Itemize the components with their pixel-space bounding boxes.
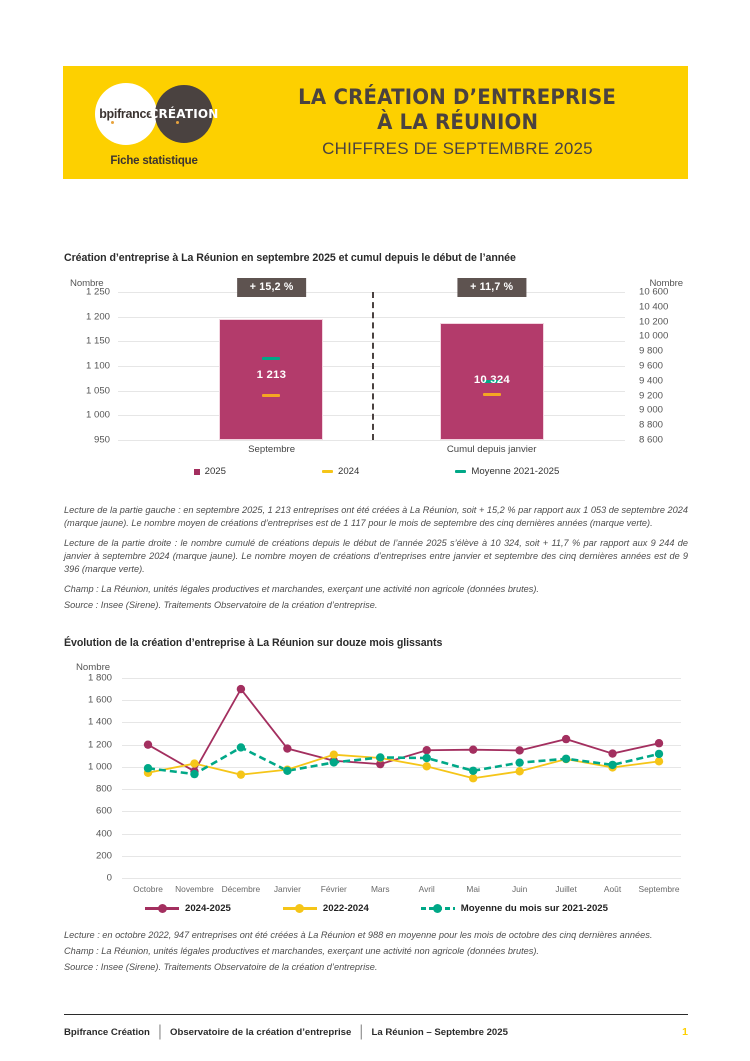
- footer-item-observatoire: Observatoire de la création d’entreprise: [170, 1026, 352, 1038]
- chart2-x-tick: Septembre: [638, 884, 680, 894]
- chart1-left-tick: 1 250: [85, 286, 110, 298]
- line-marker-icon: [145, 903, 179, 914]
- section2-notes: [64, 929, 688, 974]
- chart2-y-tick: 1 800: [87, 672, 112, 684]
- chart2-point[interactable]: [423, 754, 431, 762]
- chart2-legend-label-2024-2025: 2024-2025: [185, 903, 231, 914]
- chart2-x-tick: Décembre: [221, 884, 261, 894]
- chart2-point[interactable]: [655, 757, 663, 765]
- chart2-legend: [64, 903, 689, 914]
- chart2-x-tick: Octobre: [133, 884, 163, 894]
- chart2-x-tick: Février: [320, 884, 347, 894]
- chart1-legend-item-2024[interactable]: [322, 466, 359, 477]
- chart2-point[interactable]: [330, 750, 338, 758]
- chart2-point[interactable]: [655, 739, 663, 747]
- chart1-right-tick: 9 800: [639, 345, 664, 357]
- chart1-right-tick: 9 400: [639, 375, 664, 387]
- chart1-left-tick: 1 150: [85, 335, 110, 347]
- creation-logo-label: CRÉATION: [149, 106, 219, 121]
- chart2-point[interactable]: [469, 745, 477, 753]
- chart1-left-tick: 1 100: [85, 360, 110, 372]
- chart2-series-svg: [122, 678, 681, 878]
- logo-row: [95, 83, 219, 145]
- chart2-point[interactable]: [562, 735, 570, 743]
- chart2-point[interactable]: [144, 764, 152, 772]
- chart2-point[interactable]: [608, 749, 616, 757]
- chart2-x-tick: Mars: [370, 884, 390, 894]
- chart1-legend-label-moyenne: Moyenne 2021-2025: [471, 466, 560, 477]
- chart1-left-axis-ticks: [64, 286, 116, 446]
- chart2-point[interactable]: [376, 753, 384, 761]
- chart1-right-tick: 10 400: [639, 301, 669, 313]
- footer-item-region-date: La Réunion – Septembre 2025: [371, 1026, 508, 1038]
- chart2-y-tick: 1 200: [87, 739, 112, 751]
- fiche-statistique-label: Fiche statistique: [110, 154, 198, 167]
- chart1-right-axis-title: Nombre: [649, 278, 683, 289]
- chart2-y-tick: 1 600: [87, 694, 112, 706]
- header-banner: [63, 66, 688, 179]
- dashed-line-marker-icon: [421, 903, 455, 914]
- chart2-y-tick: 200: [95, 850, 112, 862]
- brand-block: [63, 66, 245, 179]
- chart1-left-tick: 950: [93, 434, 110, 446]
- chart1-legend-item-moyenne[interactable]: [455, 466, 559, 477]
- footer-divider: |: [157, 1023, 162, 1040]
- chart2-point[interactable]: [423, 762, 431, 770]
- chart1-right-tick: 10 200: [639, 316, 669, 328]
- chart2-point[interactable]: [655, 750, 663, 758]
- chart1-left-tick: 1 050: [85, 385, 110, 397]
- chart1-marker-2024-cumul: [483, 393, 501, 396]
- chart2-axis-title: Nombre: [76, 662, 111, 673]
- note-champ: Champ : La Réunion, unités légales productives et marchandes, exerçant une activité non agricole (données brutes).: [64, 584, 539, 595]
- bpifrance-logo-label: bpifrance: [99, 106, 153, 121]
- chart2-legend-label-moyenne: Moyenne du mois sur 2021-2025: [460, 903, 608, 914]
- line-marker-icon: [283, 903, 317, 914]
- note-lecture-droite: Lecture de la partie droite : le nombre cumulé de créations depuis le début de l’année 2025 s’élève à 10 324, soit + 11,7 % par rapport aux 9 244 de janvier à septembre 2024 (marque jaune). Le nombre moyen de créations d’entreprises entre janvier et septembre des cinq dernières années est de 9 396 (marque verte).: [64, 538, 688, 575]
- chart1-badge-septembre: + 15,2 %: [237, 278, 307, 297]
- chart2-y-tick: 800: [95, 783, 112, 795]
- page-title-line2: À LA RÉUNION: [376, 110, 539, 134]
- chart2-gridline: [122, 878, 681, 879]
- chart1-legend: [64, 466, 689, 477]
- chart2-point[interactable]: [608, 761, 616, 769]
- creation-logo-icon: [149, 85, 219, 143]
- chart2-point[interactable]: [237, 743, 245, 751]
- chart2-plot-area: [122, 678, 681, 878]
- chart1-bar-cumul[interactable]: [440, 323, 544, 440]
- chart2-point[interactable]: [237, 685, 245, 693]
- section1-title: Création d’entreprise à La Réunion en septembre 2025 et cumul depuis le début de l’année: [64, 252, 516, 264]
- page-title-line1: LA CRÉATION D’ENTREPRISE: [298, 85, 617, 110]
- chart2-x-tick: Mai: [466, 884, 480, 894]
- chart2-x-tick: Juillet: [555, 884, 577, 894]
- chart2-point[interactable]: [283, 767, 291, 775]
- chart1-marker-moyenne-septembre: [262, 357, 280, 360]
- chart1-bar-value-cumul: 10 324: [473, 374, 510, 387]
- chart1-center-divider: [372, 292, 374, 440]
- bpifrance-logo-icon: [95, 83, 157, 145]
- chart2-legend-label-2022-2024: 2022-2024: [322, 903, 369, 914]
- chart1-left-axis-title: Nombre: [70, 278, 104, 289]
- chart2-point[interactable]: [515, 746, 523, 754]
- chart2-y-axis-ticks: [64, 672, 116, 884]
- chart2-point[interactable]: [423, 746, 431, 754]
- chart2-legend-item-2022-2024[interactable]: [283, 903, 369, 914]
- chart-bar-creation: [64, 278, 689, 490]
- chart2-x-tick: Août: [603, 884, 622, 894]
- section1-notes: [64, 504, 688, 612]
- chart2-x-tick: Juin: [511, 884, 528, 894]
- chart1-legend-item-2025[interactable]: [194, 466, 226, 477]
- chart1-marker-2024-septembre: [262, 394, 280, 397]
- chart1-badge-cumul: + 11,7 %: [457, 278, 526, 297]
- chart2-point[interactable]: [190, 759, 198, 767]
- chart1-bar-septembre[interactable]: [219, 319, 323, 440]
- chart2-point[interactable]: [515, 767, 523, 775]
- section2-title: Évolution de la création d’entreprise à La Réunion sur douze mois glissants: [64, 637, 443, 649]
- chart2-legend-item-2024-2025[interactable]: [145, 903, 231, 914]
- note-lecture-gauche: Lecture de la partie gauche : en septembre 2025, 1 213 entreprises ont été créées à La Réunion, soit + 15,2 % par rapport aux 1 053 de septembre 2024 (marque jaune). Le nombre moyen de créations d’entreprises est de 1 117 pour le mois de septembre des cinq dernières années (marque verte).: [64, 505, 688, 529]
- chart1-right-tick: 9 200: [639, 390, 664, 402]
- chart1-legend-label-2025: 2025: [204, 466, 226, 477]
- chart2-x-tick: Avril: [418, 884, 435, 894]
- chart1-legend-label-2024: 2024: [337, 466, 360, 477]
- chart2-point[interactable]: [330, 758, 338, 766]
- chart2-point[interactable]: [469, 767, 477, 775]
- chart2-x-tick: Janvier: [273, 884, 301, 894]
- note2-champ: Champ : La Réunion, unités légales productives et marchandes, exerçant une activité non agricole (données brutes).: [64, 946, 539, 957]
- chart2-legend-item-moyenne[interactable]: [421, 903, 608, 914]
- page-footer: [64, 1014, 688, 1041]
- chart2-x-axis-ticks: [122, 884, 681, 898]
- chart-line-evolution: [64, 660, 689, 922]
- chart2-point[interactable]: [562, 755, 570, 763]
- chart1-right-axis-ticks: [629, 286, 689, 446]
- chart1-right-tick: 10 000: [639, 330, 669, 342]
- chart1-right-tick: 8 800: [639, 419, 664, 431]
- chart1-category-septembre: Septembre: [248, 444, 296, 455]
- footer-item-bpifrance: Bpifrance Création: [64, 1026, 150, 1038]
- chart1-right-tick: 10 600: [639, 286, 669, 298]
- footer-divider: |: [359, 1023, 364, 1040]
- chart2-point[interactable]: [283, 744, 291, 752]
- chart2-x-tick: Novembre: [175, 884, 214, 894]
- chart1-right-tick: 9 600: [639, 360, 664, 372]
- chart1-left-tick: 1 000: [85, 409, 110, 421]
- dash-swatch-icon: [455, 470, 466, 473]
- chart2-point[interactable]: [237, 770, 245, 778]
- chart1-bar-value-septembre: 1 213: [256, 368, 287, 381]
- chart1-right-tick: 9 000: [639, 404, 664, 416]
- chart2-y-tick: 400: [95, 828, 112, 840]
- chart1-left-tick: 1 200: [85, 311, 110, 323]
- dash-swatch-icon: [322, 470, 333, 473]
- chart1-right-tick: 8 600: [639, 434, 664, 446]
- chart2-y-tick: 1 000: [87, 761, 112, 773]
- note2-lecture: Lecture : en octobre 2022, 947 entreprises ont été créées à La Réunion et 988 en moyenne pour les mois de octobre des cinq dernières années.: [64, 930, 653, 940]
- square-swatch-icon: [194, 469, 200, 475]
- chart2-y-tick: 1 400: [87, 716, 112, 728]
- footer-page-number: 1: [682, 1026, 688, 1038]
- chart2-point[interactable]: [515, 758, 523, 766]
- chart2-point[interactable]: [469, 774, 477, 782]
- chart2-point[interactable]: [190, 770, 198, 778]
- chart2-y-tick: 0: [106, 872, 112, 884]
- note-source: Source : Insee (Sirene). Traitements Observatoire de la création d’entreprise.: [64, 600, 378, 611]
- chart2-point[interactable]: [144, 740, 152, 748]
- page-subtitle: CHIFFRES DE SEPTEMBRE 2025: [322, 138, 593, 158]
- chart2-y-tick: 600: [95, 805, 112, 817]
- header-title-block: [245, 86, 688, 158]
- note2-source: Source : Insee (Sirene). Traitements Observatoire de la création d’entreprise.: [64, 962, 378, 973]
- chart1-category-cumul: Cumul depuis janvier: [446, 444, 537, 455]
